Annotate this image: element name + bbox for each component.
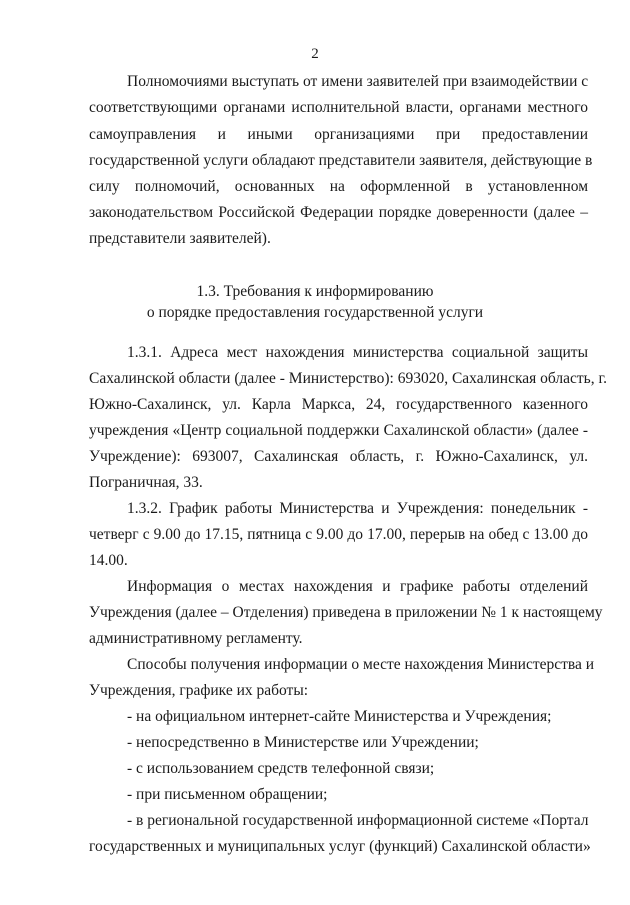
paragraph-1-line: соответствующими органами исполнительной власти, органами местного — [89, 99, 588, 116]
paragraph-1-line: законодательством Российской Федерации порядке доверенности (далее – — [89, 204, 588, 221]
list-item: - при письменном обращении; — [127, 786, 328, 803]
paragraph-info-line: административному регламенту. — [89, 630, 303, 647]
paragraph-methods-line: Учреждения, графике их работы: — [89, 682, 309, 699]
paragraph-methods-line: Способы получения информации о месте нахождения Министерства и — [127, 656, 595, 673]
list-item: - на официальном интернет-сайте Министерства и Учреждения; — [127, 708, 552, 725]
page-number: 2 — [311, 46, 319, 62]
paragraph-132-line: четверг с 9.00 до 17.15, пятница с 9.00 до 17.00, перерыв на обед с 13.00 до — [89, 526, 588, 543]
paragraph-131-line: Южно-Сахалинск, ул. Карла Маркса, 24, государственного казенного — [89, 396, 588, 413]
paragraph-131-line: учреждения «Центр социальной поддержки Сахалинской области» (далее - — [89, 422, 588, 439]
paragraph-1-line: представители заявителей). — [89, 230, 271, 247]
paragraph-1-line: самоуправления и иными организациями при предоставлении — [89, 126, 588, 143]
list-item: - непосредственно в Министерстве или Учреждении; — [127, 734, 479, 751]
paragraph-131-line: Учреждение): 693007, Сахалинская область, г. Южно-Сахалинск, ул. — [89, 448, 588, 465]
list-item: - в региональной государственной информационной системе «Портал — [127, 812, 589, 829]
paragraph-131-line: 1.3.1. Адреса мест нахождения министерства социальной защиты — [127, 344, 588, 361]
list-item-continuation: государственных и муниципальных услуг (функций) Сахалинской области» — [89, 838, 591, 855]
paragraph-131-line: Пограничная, 33. — [89, 474, 203, 491]
paragraph-info-line: Информация о местах нахождения и графике работы отделений — [127, 578, 588, 595]
paragraph-1-line: государственной услуги обладают представители заявителя, действующие в — [89, 152, 593, 169]
paragraph-info-line: Учреждения (далее – Отделения) приведена в приложении № 1 к настоящему — [89, 604, 603, 621]
section-heading: 1.3. Требования к информированию — [196, 283, 434, 300]
list-item: - с использованием средств телефонной связи; — [127, 760, 435, 777]
paragraph-1-line: Полномочиями выступать от имени заявителей при взаимодействии с — [127, 73, 589, 90]
section-heading: о порядке предоставления государственной услуги — [146, 304, 484, 321]
paragraph-132-line: 14.00. — [89, 552, 128, 569]
paragraph-1-line: силу полномочий, основанных на оформленной в установленном — [89, 178, 588, 195]
paragraph-132-line: 1.3.2. График работы Министерства и Учреждения: понедельник - — [127, 500, 588, 517]
paragraph-131-line: Сахалинской области (далее - Министерство): 693020, Сахалинская область, г. — [89, 370, 607, 387]
